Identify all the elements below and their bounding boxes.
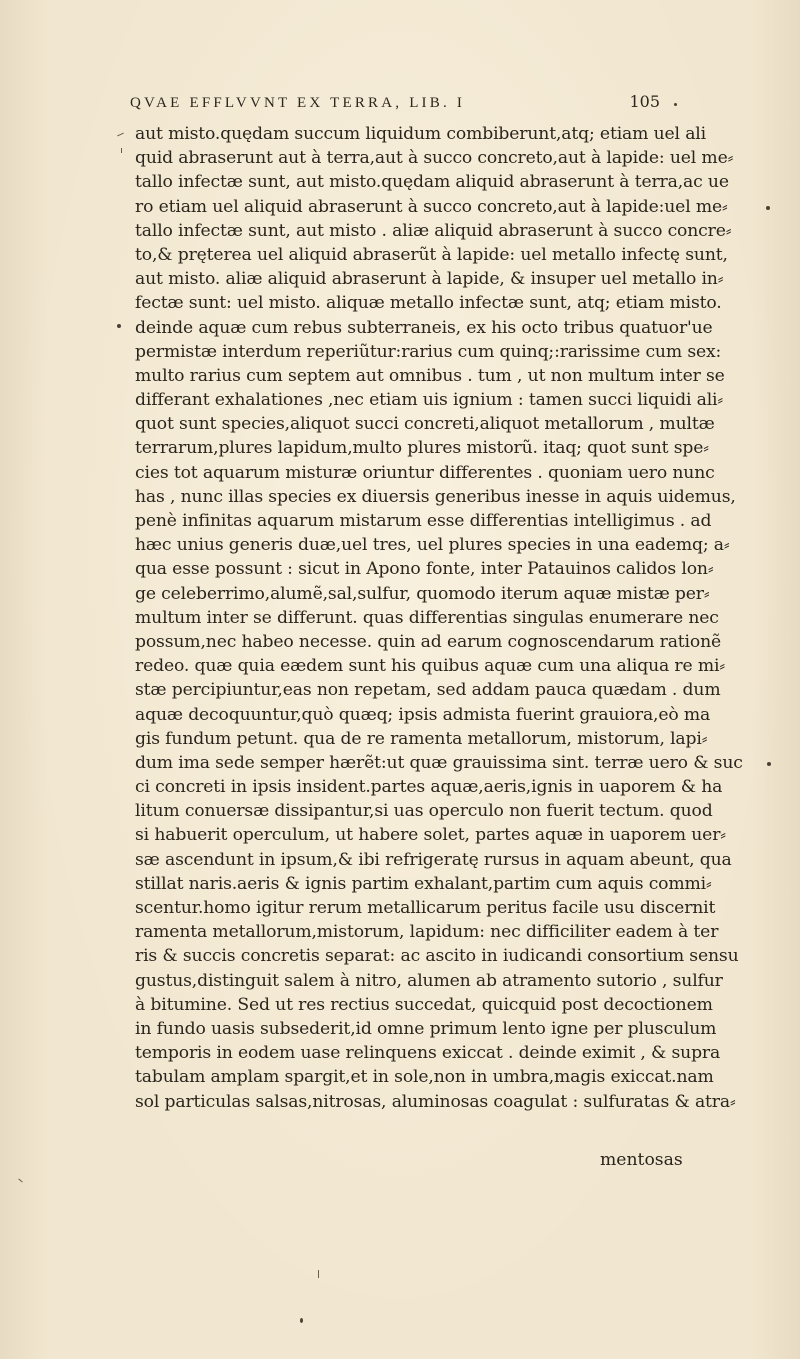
text-line: terrarum,plures lapidum,multo plures mistorũ. itaq; quot sunt spe⸗ — [135, 438, 709, 459]
text-line: aut misto.quędam succum liquidum combiberunt,atq; etiam uel ali — [135, 124, 706, 144]
text-line: qua esse possunt : sicut in Apono fonte, inter Patauinos calidos lon⸗ — [135, 559, 714, 580]
text-line: to,& pręterea uel aliquid abraserũt à lapide: uel metallo infectę sunt, — [135, 244, 728, 265]
page-number: 105 — [629, 92, 660, 111]
text-line: in fundo uasis subsederit,id omne primum lento igne per plusculum — [135, 1018, 717, 1039]
text-line: si habuerit operculum, ut habere solet, partes aquæ in uaporem uer⸗ — [135, 825, 726, 846]
text-line: sæ ascendunt in ipsum,& ibi refrigeratę rursus in aquam abeunt, qua — [135, 849, 732, 870]
text-line: permistæ interdum reperiũtur:rarius cum quinq;:rarissime cum sex: — [135, 341, 722, 362]
marginal-mark — [18, 1179, 22, 1183]
text-line: ci concreti in ipsis insident.partes aquæ,aeris,ignis in uaporem & ha — [135, 777, 723, 798]
text-line: à bitumine. Sed ut res rectius succedat, quicquid post decoctionem — [135, 994, 713, 1015]
latin-text-block — [135, 122, 743, 1114]
text-line: tallo infectæ sunt, aut misto . aliæ aliquid abraserunt à succo concre⸗ — [135, 220, 732, 241]
text-line: quid abraserunt aut à terra,aut à succo concreto,aut à lapide: uel me⸗ — [135, 148, 734, 169]
text-line: cies tot aquarum misturæ oriuntur differentes . quoniam uero nunc — [135, 462, 715, 483]
text-line: ro etiam uel aliquid abraserunt à succo concreto,aut à lapide:uel me⸗ — [135, 196, 728, 217]
text-line: stillat naris.aeris & ignis partim exhalant,partim cum aquis commi⸗ — [135, 873, 712, 894]
text-line: multum inter se differunt. quas differentias singulas enumerare nec — [135, 607, 719, 628]
text-line: gis fundum petunt. qua de re ramenta metallorum, mistorum, lapi⸗ — [135, 728, 708, 749]
text-line: tallo infectæ sunt, aut misto.quędam aliquid abraserunt à terra,ac ue — [135, 172, 729, 193]
text-line: ramenta metallorum,mistorum, lapidum: nec difficiliter eadem à ter — [135, 922, 719, 943]
text-line: aquæ decoquuntur,quò quæq; ipsis admista fuerint grauiora,eò ma — [135, 704, 711, 725]
text-line: redeo. quæ quia eædem sunt his quibus aquæ cum una aliqua re mi⸗ — [135, 656, 725, 677]
text-line: temporis in eodem uase relinquens exiccat . deinde eximit , & supra — [135, 1043, 721, 1064]
text-line: quot sunt species,aliquot succi concreti,aliquot metallorum , multæ — [135, 414, 715, 435]
text-line: litum conuersæ dissipantur,si uas operculo non fuerit tectum. quod — [135, 801, 713, 822]
text-line: differant exhalationes ,nec etiam uis ignium : tamen succi liquidi ali⸗ — [135, 390, 723, 411]
text-line: scentur.homo igitur rerum metallicarum peritus facile usu discernit — [135, 898, 716, 918]
text-line: ge celeberrimo,alumẽ,sal,sulfur, quomodo iterum aquæ mistæ per⸗ — [135, 583, 710, 604]
text-line: penè infinitas aquarum mistarum esse differentias intelligimus . ad — [135, 511, 712, 531]
text-line: deinde aquæ cum rebus subterraneis, ex his octo tribus quatuor'ue — [135, 317, 713, 338]
ink-speck — [767, 762, 771, 766]
marginal-mark — [318, 1270, 319, 1278]
text-line: dum ima sede semper hærẽt:ut quæ grauissima sint. terræ uero & suc — [135, 752, 743, 773]
marginal-mark — [121, 148, 122, 153]
text-line: multo rarius cum septem aut omnibus . tum , ut non multum inter se — [135, 365, 725, 386]
ink-speck — [117, 324, 121, 328]
text-line: sol particulas salsas,nitrosas, aluminosas coagulat : sulfuratas & atra⸗ — [135, 1091, 736, 1112]
text-line: possum,nec habeo necesse. quin ad earum cognoscendarum rationẽ — [135, 631, 722, 652]
text-line: hæc unius generis duæ,uel tres, uel plures species in una eademq; a⸗ — [135, 535, 730, 556]
marginal-mark — [117, 133, 124, 137]
text-line: has , nunc illas species ex diuersis generibus inesse in aquis uidemus, — [135, 486, 736, 507]
text-line: aut misto. aliæ aliquid abraserunt à lapide, & insuper uel metallo in⸗ — [135, 269, 724, 290]
ink-speck — [674, 103, 677, 106]
text-line: stæ percipiuntur,eas non repetam, sed addam pauca quædam . dum — [135, 680, 721, 701]
text-line: tabulam amplam spargit,et in sole,non in umbra,magis exiccat.nam — [135, 1067, 714, 1088]
text-line: gustus,distinguit salem à nitro, alumen ab atramento sutorio , sulfur — [135, 970, 723, 991]
running-head-title: QVAE EFFLVVNT EX TERRA, LIB. I — [130, 95, 466, 111]
ink-speck — [300, 1318, 303, 1323]
text-line: ris & succis concretis separat: ac ascito in iudicandi consortium sensu — [135, 946, 739, 967]
running-head — [130, 92, 660, 114]
text-line: fectæ sunt: uel misto. aliquæ metallo infectæ sunt, atq; etiam misto. — [135, 293, 722, 314]
catchword: mentosas — [600, 1150, 683, 1170]
ink-speck — [766, 206, 770, 210]
